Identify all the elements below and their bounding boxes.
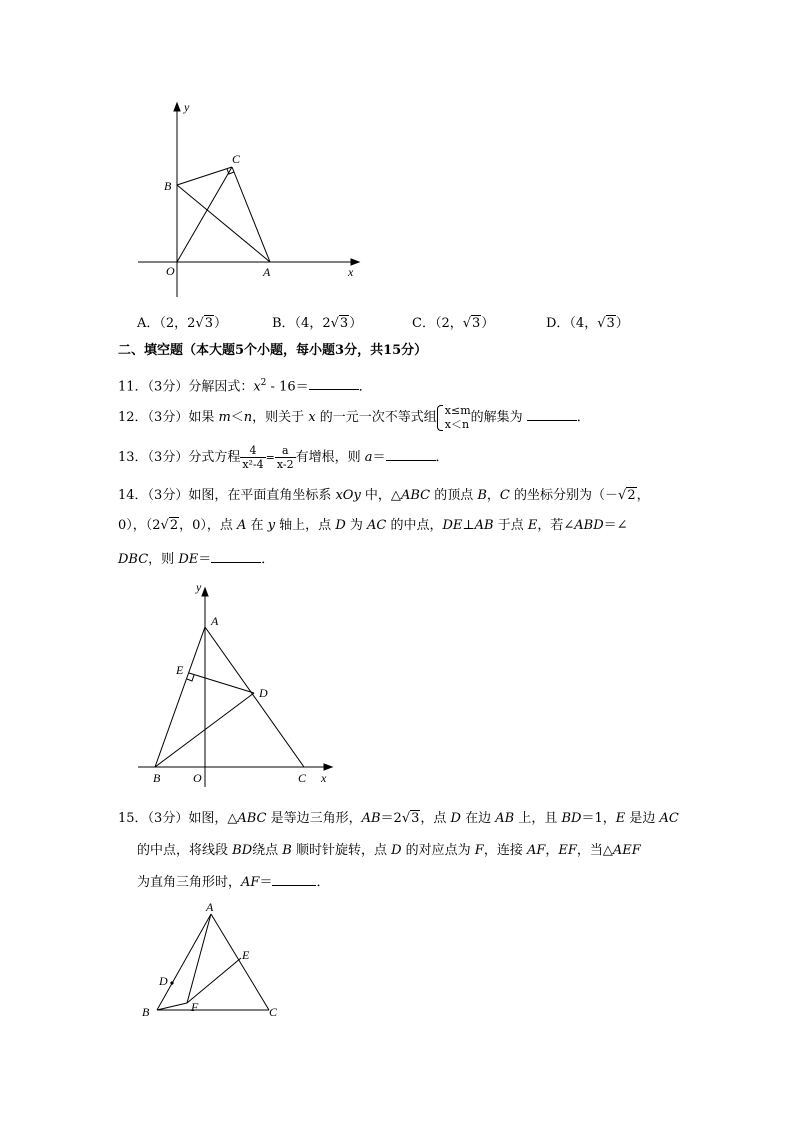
point-C-label: C <box>232 152 241 166</box>
segment-CA <box>232 167 270 262</box>
option-A[interactable]: A．（2，2√3） <box>137 316 228 331</box>
answer-blank-12[interactable] <box>527 408 577 421</box>
question-14-line1: 14．（3分）如图，在平面直角坐标系 xOy 中，△ABC 的顶点 B，C 的坐标分别为（－√2， <box>118 488 650 503</box>
option-C[interactable]: C．（2，√3） <box>412 316 495 331</box>
segment-AC <box>205 627 304 767</box>
point-A-label: A <box>206 900 214 914</box>
question-14-line3: DBC，则 DE＝ ． <box>118 552 275 567</box>
option-B[interactable]: B．（4，2√3） <box>272 316 363 331</box>
axis-x-label: x <box>348 265 354 279</box>
point-B-label: B <box>142 1005 150 1019</box>
option-D[interactable]: D．（4，√3） <box>546 316 629 331</box>
question-15-line1: 15．（3分）如图，△ABC 是等边三角形，AB＝2√3，点 D 在边 AB 上，且 BD＝1，E 是边 AC <box>118 811 679 826</box>
point-B-label: B <box>164 179 172 193</box>
question-14-line2: 0），（2√2，0），点 A 在 y 轴上，点 D 为 AC 的中点，DE⊥AB 于点 E，若∠ABD＝∠ <box>118 518 628 533</box>
segment-BF <box>157 1003 187 1010</box>
point-D-label: D <box>259 686 268 700</box>
section-title: 二、填空题（本大题5个小题，每小题3分，共15分） <box>118 343 428 358</box>
question-15-line2: 的中点，将线段 BD绕点 B 顺时针旋转，点 D 的对应点为 F，连接 AF，EF，当△AEF <box>137 843 641 858</box>
point-C-label: C <box>298 771 307 785</box>
axis-y-label: y <box>184 100 190 114</box>
point-F-label: F <box>191 1000 199 1014</box>
point-C-label: C <box>269 1005 278 1019</box>
y-axis-arrow <box>202 588 208 596</box>
answer-blank-13[interactable] <box>386 448 436 461</box>
segment-AB <box>155 627 205 767</box>
point-A-label: A <box>263 265 271 279</box>
answer-blank-14[interactable] <box>211 550 261 563</box>
axis-y-label: y <box>196 580 202 594</box>
axis-x-label: x <box>321 771 327 785</box>
question-11: 11．（3分）分解因式：$x^2 - 16=$ ． <box>118 378 372 395</box>
point-A-label: A <box>211 614 219 628</box>
inequality-system: x≤m x＜n <box>437 404 471 432</box>
point-B-label: B <box>153 771 161 785</box>
figure-q14 <box>132 575 347 790</box>
segment-AC <box>211 914 269 1010</box>
figure-q10 <box>130 95 370 300</box>
y-axis-arrow <box>174 103 180 111</box>
question-15-line3: 为直角三角形时，AF＝ ． <box>137 875 330 890</box>
figure-q15 <box>135 898 295 1023</box>
point-E-label: E <box>242 948 250 962</box>
fraction-a-over: $\frac{a}{x-2}$ <box>276 444 294 471</box>
x-axis-arrow <box>324 764 332 770</box>
question-13: 13．（3分）分式方程 $\frac{4}{\text{x²-4}}$ = $\frac{a}{x-2}$ 有增根，则 a＝ ． <box>118 444 449 471</box>
segment-AF <box>187 914 211 1003</box>
point-O-label: O <box>193 771 202 785</box>
point-D-dot <box>170 981 173 984</box>
point-D-label: D <box>159 974 168 988</box>
segment-AB <box>157 914 211 1010</box>
fraction-4-over: $\frac{4}{\text{x²-4}}$ <box>242 444 264 471</box>
answer-blank-11[interactable] <box>309 377 359 390</box>
segment-BC <box>177 167 232 185</box>
segment-EF <box>187 958 241 1003</box>
answer-blank-15[interactable] <box>272 873 316 886</box>
point-O-label: O <box>166 264 175 278</box>
question-12: 12．（3分）如果 m＜n，则关于 x 的一元一次不等式组 x≤m x＜n 的解集为 ． <box>118 403 590 431</box>
segment-BA <box>177 185 270 262</box>
segment-OC <box>177 167 232 262</box>
point-E-label: E <box>176 663 184 677</box>
